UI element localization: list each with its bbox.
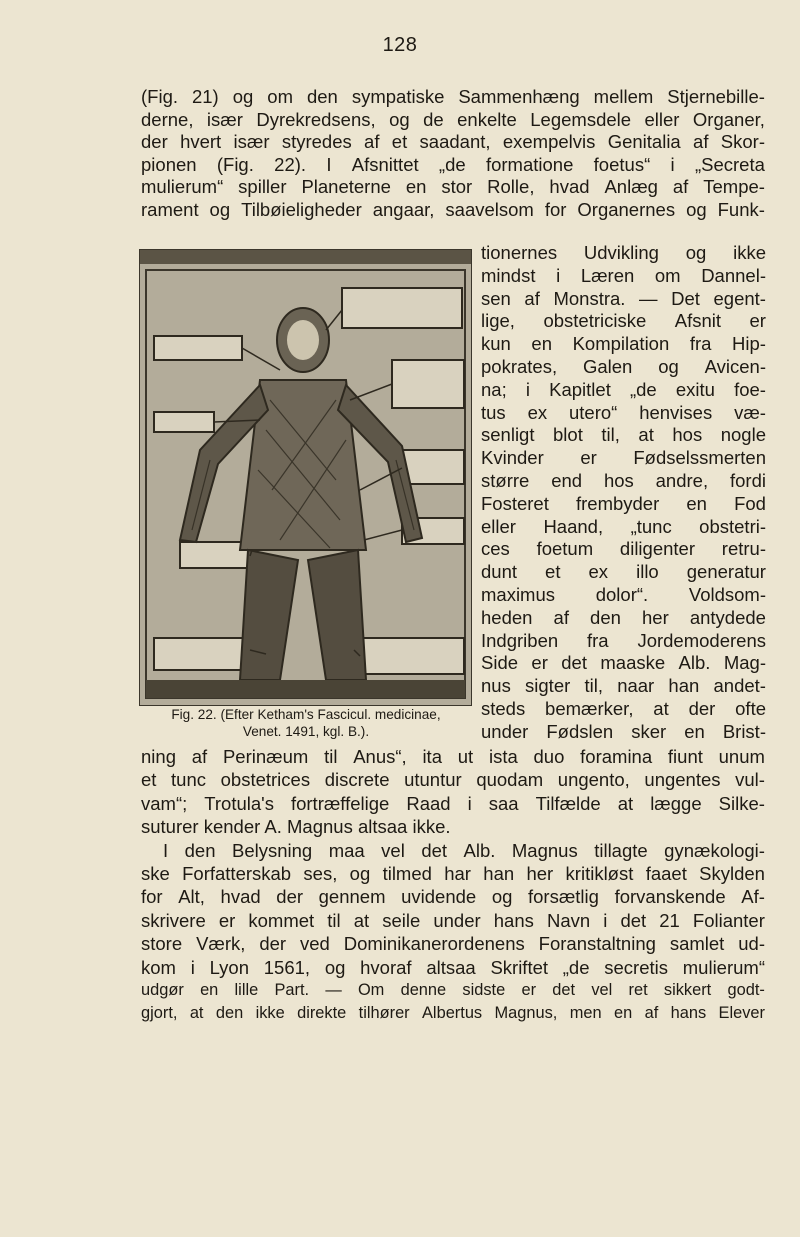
text-line: senligt blot til, at hos nogle [481, 424, 766, 446]
text-line: store Værk, der ved Dominikanerordenens Foranstaltning samlet ud- [141, 933, 765, 955]
text-line: maximus dolor“. Voldsom- [481, 583, 766, 605]
text-line: mindst i Læren om Dannel- [481, 264, 766, 286]
text-line: tionernes Udvikling og ikke [481, 242, 766, 263]
text-line: I den Belysning maa vel det Alb. Magnus tillagte gynækologi- [163, 839, 765, 861]
text-line: der hvert især styredes af et saadant, exempelvis Genitalia af Skor- [141, 131, 765, 153]
text-line: Kvinder er Fødselssmerten [481, 447, 766, 469]
text-line: Indgriben fra Jordemoderens [481, 629, 766, 651]
text-line: udgør en lille Part. — Om denne sidste er det vel ret sikkert godt- [141, 981, 765, 1000]
text-line: eller Haand, „tunc obstetri- [481, 515, 766, 537]
text-line: gjort, at den ikke direkte tilhører Albertus Magnus, men en af hans Elever [141, 1004, 765, 1023]
text-line: skrivere er kommet til at seile under hans Navn i det 21 Folianter [141, 909, 765, 931]
text-line: lige, obstetriciske Afsnit er [481, 310, 766, 332]
text-line: for Alt, hvad der gennem uvidende og forsætlig forvanskende Af- [141, 886, 765, 908]
lower-paragraph [141, 745, 765, 1026]
text-line: mulierum“ spiller Planeterne en stor Rolle, hvad Anlæg af Tempe- [141, 176, 765, 198]
page-number: 128 [382, 34, 418, 56]
text-line: tus ex utero“ henvises væ- [481, 401, 766, 423]
text-line: ning af Perinæum til Anus“, ita ut ista duo foramina fiunt unum [141, 746, 765, 767]
text-line: derne, især Dyrekredsens, og de enkelte Legemsdele eller Organer, [141, 108, 765, 130]
text-line: Side er det maaske Alb. Mag- [481, 652, 766, 674]
caption-line: Fig. 22. (Efter Ketham's Fascicul. medicinae, [171, 707, 441, 722]
text-line: heden af den her antydede [481, 606, 766, 628]
text-line: dunt et ex illo generatur [481, 561, 766, 583]
top-paragraph [141, 86, 765, 222]
text-line: vam“; Trotula's fortræffelige Raad i saa Tilfælde at lægge Silke- [141, 792, 765, 814]
text-line: steds bemærker, at der ofte [481, 697, 766, 719]
figure-woodcut [139, 249, 472, 706]
text-line: et tunc obstetrices discrete utuntur quodam ungento, ungentes vul- [141, 769, 765, 791]
text-line: pionen (Fig. 22). I Afsnittet „de formatione foetus“ i „Secreta [141, 153, 765, 175]
text-line: under Fødslen sker en Brist- [481, 720, 766, 742]
text-line: pokrates, Galen og Avicen- [481, 355, 766, 377]
text-line: ces foetum diligenter retru- [481, 538, 766, 560]
zodiac-man-woodcut-image [140, 250, 471, 705]
side-column [481, 242, 766, 744]
figure-caption [138, 706, 474, 740]
text-line: suturer kender A. Magnus altsaa ikke. [141, 816, 451, 838]
text-line: na; i Kapitlet „de exitu foe- [481, 378, 766, 400]
text-line: kom i Lyon 1561, og hvoraf altsaa Skriftet „de secretis mulierum“ [141, 956, 765, 978]
text-line: ske Forfatterskab ses, og tilmed har han her kritikløst faaet Skylden [141, 863, 765, 885]
text-line: nus sigter til, naar han andet- [481, 675, 766, 697]
text-line: kun en Kompilation fra Hip- [481, 333, 766, 355]
text-line: større end hos andre, fordi [481, 469, 766, 491]
text-line: (Fig. 21) og om den sympatiske Sammenhæng mellem Stjernebille- [141, 86, 765, 107]
text-line: rament og Tilbøieligheder angaar, saavelsom for Organernes og Funk- [141, 198, 765, 220]
text-line: Fosteret frembyder en Fod [481, 492, 766, 514]
caption-line: Venet. 1491, kgl. B.). [242, 724, 370, 739]
text-line: sen af Monstra. — Det egent- [481, 287, 766, 309]
